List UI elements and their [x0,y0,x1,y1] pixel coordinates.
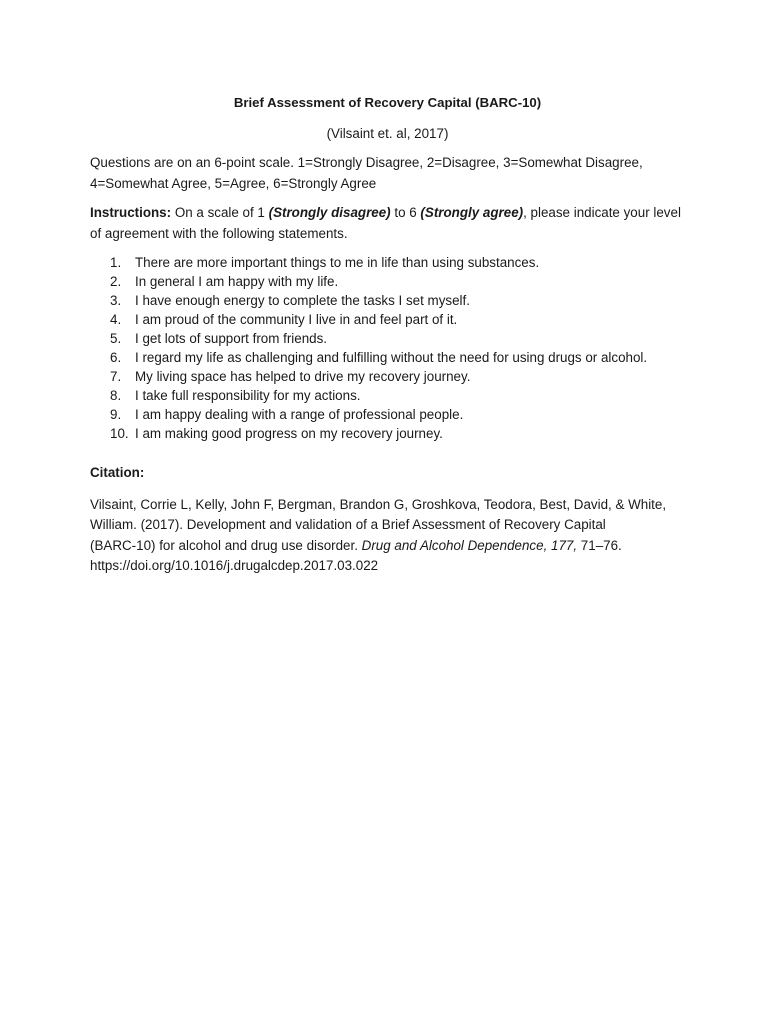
statement-number: 3. [110,293,122,308]
citation-heading: Citation: [90,465,145,480]
citation-article-text: (BARC-10) for alcohol and drug use disorder. [90,537,362,553]
statement-number: 2. [110,274,122,289]
statement-number: 5. [110,331,122,346]
statement-text: I get lots of support from friends. [135,331,328,346]
scale-note [90,153,685,194]
instructions [90,203,685,244]
statement-text: There are more important things to me in life than using substances. [135,255,540,270]
list-item [90,424,685,443]
document-title: Brief Assessment of Recovery Capital (BARC-10) [233,95,542,110]
statement-number: 1. [110,255,122,270]
document-subtitle: (Vilsaint et. al, 2017) [326,125,449,141]
list-item [90,329,685,348]
list-item [90,272,685,291]
citation-pages: 71–76. [577,537,622,553]
instructions-label: Instructions: [90,205,172,220]
citation-reference [90,495,685,577]
statement-text: I take full responsibility for my actions. [135,388,361,403]
statement-text: I have enough energy to complete the tasks I set myself. [135,293,470,308]
citation-line-3 [90,536,685,557]
instructions-line-2: of agreement with the following statements. [90,225,348,241]
statement-number: 9. [110,407,122,422]
scale-note-line-2: 4=Somewhat Agree, 5=Agree, 6=Strongly Agree [90,175,377,191]
citation-line-1: Vilsaint, Corrie L, Kelly, John F, Bergman, Brandon G, Groshkova, Teodora, Best, David, & White, [90,496,667,512]
statement-list [90,253,685,443]
instructions-line-1 [90,203,685,224]
list-item [90,405,685,424]
statement-number: 4. [110,312,122,327]
statement-number: 7. [110,369,122,384]
list-item [90,291,685,310]
list-item [90,310,685,329]
statement-text: I am proud of the community I live in and feel part of it. [135,312,458,327]
list-item [90,386,685,405]
statement-text: I am happy dealing with a range of professional people. [135,407,464,422]
citation-journal: Drug and Alcohol Dependence, 177, [361,537,578,553]
instructions-text-3: , please indicate your level [523,205,681,220]
list-item [90,253,685,272]
instructions-low-anchor: (Strongly disagree) [268,205,391,220]
citation-doi-link[interactable]: https://doi.org/10.1016/j.drugalcdep.2017.03.022 [90,558,379,573]
statement-text: In general I am happy with my life. [135,274,339,289]
statement-text: I regard my life as challenging and fulfilling without the need for using drugs or alcohol. [135,350,648,365]
list-item [90,348,685,367]
instructions-text-2: to 6 [390,205,421,220]
statement-number: 6. [110,350,122,365]
list-item [90,367,685,386]
scale-note-line-1: Questions are on an 6-point scale. 1=Strongly Disagree, 2=Disagree, 3=Somewhat Disagree, [90,155,643,170]
citation-line-2: William. (2017). Development and validation of a Brief Assessment of Recovery Capital [90,517,606,532]
instructions-text-1: On a scale of 1 [171,205,269,220]
statement-number: 10. [110,426,129,441]
statement-number: 8. [110,388,122,403]
statement-text: I am making good progress on my recovery journey. [135,426,443,441]
document-body [90,93,685,577]
instructions-high-anchor: (Strongly agree) [420,205,524,220]
statement-text: My living space has helped to drive my recovery journey. [135,369,471,384]
